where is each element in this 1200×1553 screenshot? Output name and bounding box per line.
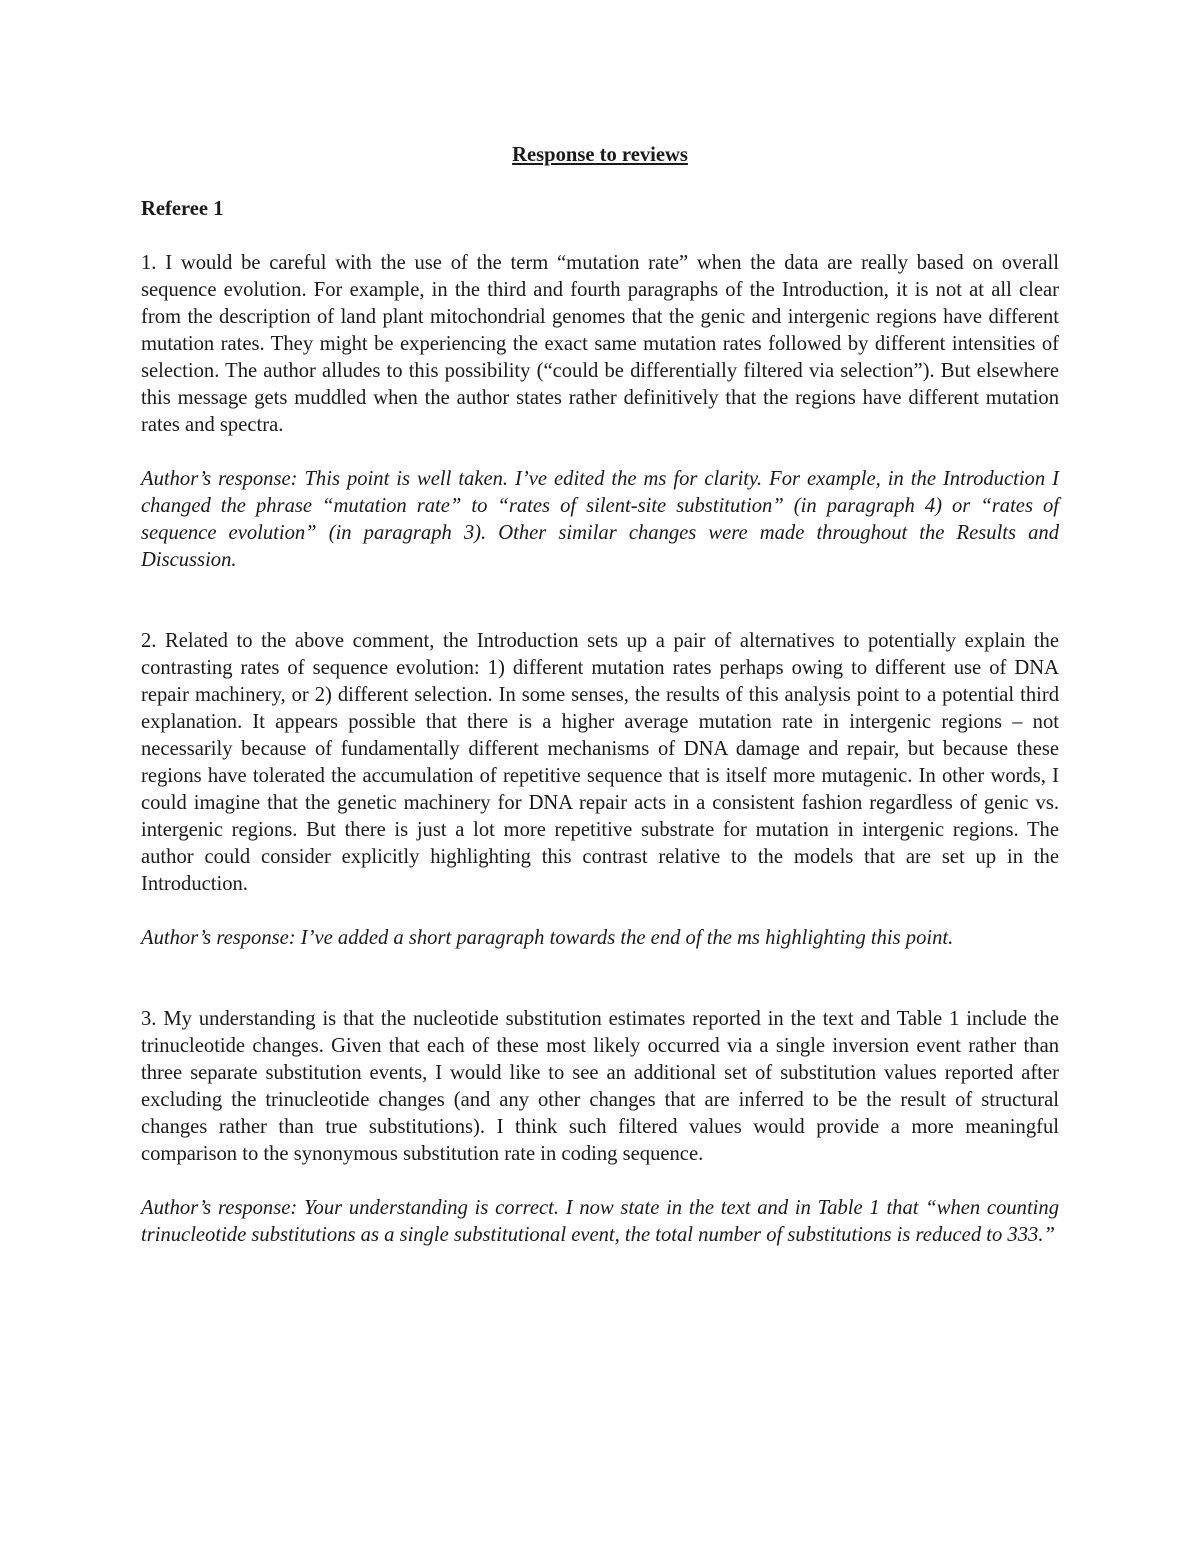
page-title: Response to reviews — [512, 144, 688, 166]
review-item-3 — [141, 1006, 1059, 1249]
referee-comment: 1. I would be careful with the use of the term “mutation rate” when the data are really based on overall sequence evolution. For example, in the third and fourth paragraphs of the Introduction, it is not at all clear from the description of land plant mitochondrial genomes that the genic and intergenic regions have different mutation rates. They might be experiencing the exact same mutation rates followed by different intensities of selection. The author alludes to this possibility (“could be differentially filtered via selection”). But elsewhere this message gets muddled when the author states rather definitively that the regions have different mutation rates and spectra. — [141, 252, 1059, 436]
review-item-1 — [141, 250, 1059, 574]
review-item-2 — [141, 628, 1059, 952]
referee-comment: 2. Related to the above comment, the Introduction sets up a pair of alternatives to potentially explain the contrasting rates of sequence evolution: 1) different mutation rates perhaps owing to different use of DNA repair machinery, or 2) different selection. In some senses, the results of this analysis point to a potential third explanation. It appears possible that there is a higher average mutation rate in intergenic regions – not necessarily because of fundamentally different mechanisms of DNA damage and repair, but because these regions have tolerated the accumulation of repetitive sequence that is itself more mutagenic. In other words, I could imagine that the genetic machinery for DNA repair acts in a consistent fashion regardless of genic vs. intergenic regions. But there is just a lot more repetitive substrate for mutation in intergenic regions. The author could consider explicitly highlighting this contrast relative to the models that are set up in the Introduction. — [141, 630, 1059, 895]
author-response: Author’s response: I’ve added a short paragraph towards the end of the ms highlighting this point. — [141, 927, 954, 949]
document-body — [141, 142, 1059, 1249]
referee-heading: Referee 1 — [141, 198, 224, 220]
referee-comment: 3. My understanding is that the nucleotide substitution estimates reported in the text and Table 1 include the trinucleotide changes. Given that each of these most likely occurred via a single inversion event rather than three separate substitution events, I would like to see an additional set of substitution values reported after excluding the trinucleotide changes (and any other changes that are inferred to be the result of structural changes rather than true substitutions). I think such filtered values would provide a more meaningful comparison to the synonymous substitution rate in coding sequence. — [141, 1008, 1059, 1165]
author-response: Author’s response: This point is well taken. I’ve edited the ms for clarity. For example, in the Introduction I changed the phrase “mutation rate” to “rates of silent-site substitution” (in paragraph 4) or “rates of sequence evolution” (in paragraph 3). Other similar changes were made throughout the Results and Discussion. — [141, 468, 1059, 571]
author-response: Author’s response: Your understanding is correct. I now state in the text and in Table 1 that “when counting trinucleotide substitutions as a single substitutional event, the total number of substitutions is reduced to 333.” — [141, 1197, 1059, 1246]
